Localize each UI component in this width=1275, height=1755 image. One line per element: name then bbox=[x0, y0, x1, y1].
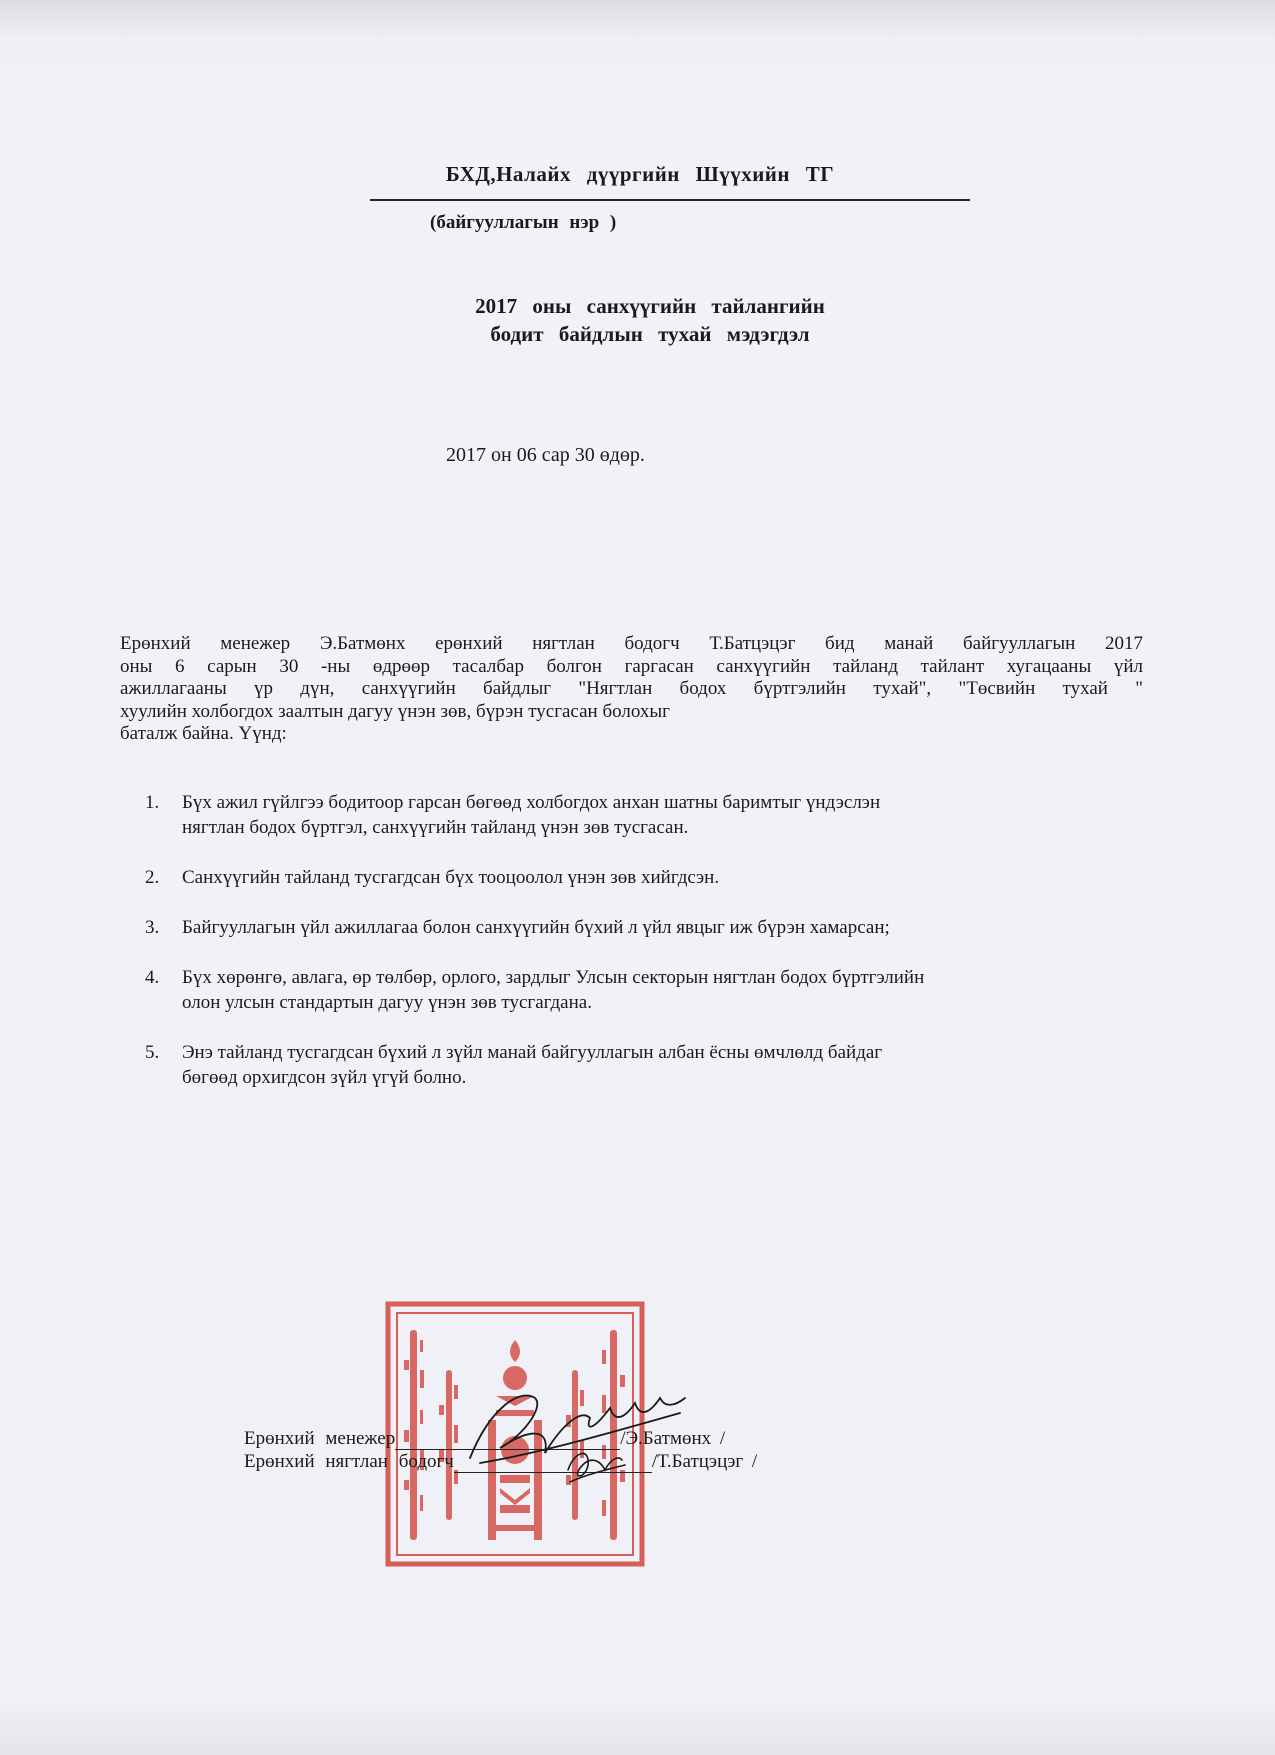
accountant-name: /Т.Батцэцэг / bbox=[651, 1451, 758, 1472]
list-item bbox=[120, 915, 1120, 940]
organization-underline bbox=[370, 199, 970, 201]
list-item-number: 3. bbox=[145, 917, 160, 938]
manager-role: Ерөнхий менежер bbox=[244, 1428, 396, 1449]
list-item bbox=[120, 965, 1120, 1015]
intro-line-4: хуулийн холбогдох заалтын дагуу үнэн зөв, бүрэн тусгасан болохыг bbox=[120, 700, 670, 722]
intro-line-3: ажиллагааны үр дүн, санхүүгийн байдлыг "Нягтлан бодох бүртгэлийн тухай", "Төсвийн тухай " bbox=[120, 678, 1143, 699]
list-item-text: Бүх хөрөнгө, авлага, өр төлбөр, орлого, зардлыг Улсын секторын нягтлан бодох бүртгэлийн bbox=[182, 967, 925, 988]
list-item bbox=[120, 1040, 1120, 1090]
accountant-handwritten-signature bbox=[560, 1440, 630, 1490]
list-item-text: Бүх ажил гүйлгээ бодитоор гарсан бөгөөд холбогдох анхан шатны баримтыг үндэслэн bbox=[182, 792, 881, 813]
organization-name: БХД,Налайх дүүргийн Шүүхийн ТГ bbox=[445, 162, 835, 186]
intro-line-5: баталж байна. Үүнд: bbox=[120, 723, 287, 744]
document-date: 2017 он 06 сар 30 өдөр. bbox=[446, 444, 645, 466]
list-item-text: нягтлан бодох бүртгэл, санхүүгийн тайланд үнэн зөв тусгасан. bbox=[182, 817, 689, 838]
title-line-2: бодит байдлын тухай мэдэгдэл bbox=[490, 322, 810, 346]
list-item bbox=[120, 865, 1120, 890]
list-item bbox=[120, 790, 1120, 840]
statement-list bbox=[120, 790, 1120, 1115]
title-line-1: 2017 оны санхүүгийн тайлангийн bbox=[475, 294, 825, 318]
list-item-text: бөгөөд орхигдсон зүйл үгүй болно. bbox=[182, 1067, 467, 1088]
list-item-text: Байгууллагын үйл ажиллагаа болон санхүүгийн бүхий л үйл явцыг иж бүрэн хамарсан; bbox=[182, 917, 890, 938]
list-item-number: 4. bbox=[145, 967, 160, 988]
list-item-text: Санхүүгийн тайланд тусгагдсан бүх тооцоолол үнэн зөв хийгдсэн. bbox=[182, 867, 720, 888]
intro-paragraph bbox=[120, 633, 1143, 746]
intro-line-2: оны 6 сарын 30 -ны өдрөөр тасалбар болгон гаргасан санхүүгийн тайланд тайлант хугацааны үйл bbox=[120, 655, 1143, 677]
document-title bbox=[300, 292, 1000, 348]
organization-label: (байгууллагын нэр ) bbox=[430, 212, 617, 233]
list-item-text: олон улсын стандартын дагуу үнэн зөв тусгагдана. bbox=[182, 992, 592, 1013]
list-item-text: Энэ тайланд тусгагдсан бүхий л зүйл манай байгууллагын албан ёсны өмчлөлд байдаг bbox=[182, 1042, 883, 1063]
manager-name: /Э.Батмөнх / bbox=[620, 1428, 726, 1449]
list-item-number: 1. bbox=[145, 792, 160, 813]
intro-line-1: Ерөнхий менежер Э.Батмөнх ерөнхий нягтлан бодогч Т.Батцэцэг бид манай байгууллагын 2017 bbox=[120, 633, 1143, 654]
list-item-number: 5. bbox=[145, 1042, 160, 1063]
list-item-number: 2. bbox=[145, 867, 160, 888]
accountant-role: Ерөнхий нягтлан бодогч bbox=[244, 1451, 454, 1472]
